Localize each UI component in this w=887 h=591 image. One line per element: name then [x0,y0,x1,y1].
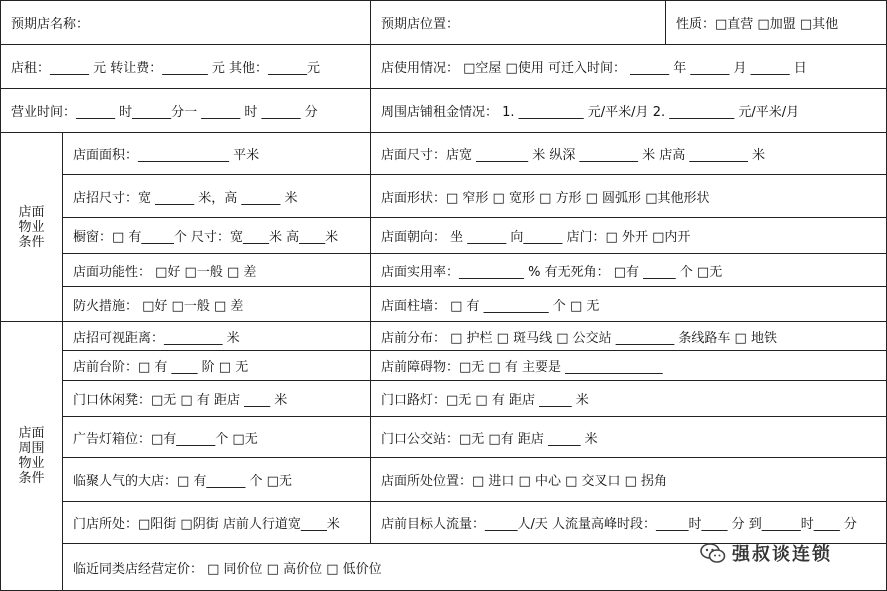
label-utilization: 店面实用率：__________ % 有无死角： □有 _____ 个 □无 [381,264,723,280]
cell-window [62,217,371,254]
cell-street-side [62,501,371,544]
label-store-name: 预期店名称： [11,17,90,32]
cell-visibility [62,321,371,351]
label-rent: 店租：______ 元 转让费：_______ 元 其他：______元 [11,61,321,76]
cell-streetlight [370,380,887,417]
label-lightbox: 广告灯箱位：□有______个 □无 [73,431,258,447]
label-position: 店面所处位置：□ 进口 □ 中心 □ 交叉口 □ 拐角 [381,474,668,489]
group-label-property [0,132,63,322]
label-front-layout: 店前分布： □ 护栏 □ 斑马线 □ 公交站 _________ 条线路车 □ 地铁 [381,330,777,346]
label-traffic: 店前目标人流量：_____人/天 人流量高峰时段：_____时____ 分 到______时____ 分 [381,517,857,532]
cell-area [62,132,371,175]
cell-dimensions [370,132,887,175]
cell-fire [62,286,371,322]
label-pillar: 店面柱墙： □ 有 __________ 个 □ 无 [381,298,600,314]
cell-store-location [370,0,666,45]
group-label-surroundings-text: 店面周围物业条件 [18,426,45,486]
cell-anchor-stores [62,457,371,502]
cell-shape [370,174,887,218]
label-window: 橱窗：□ 有_____个 尺寸：宽____米 高____米 [73,230,339,245]
label-steps: 店前台阶：□ 有 ____ 阶 □ 无 [73,360,249,375]
label-business-hours: 营业时间：______ 时______分一 ______ 时 ______ 分 [11,105,318,120]
cell-steps [62,350,371,381]
label-nature: 性质：□直营 □加盟 □其他 [676,17,839,32]
cell-bus-stop [370,416,887,458]
cell-utilization [370,253,887,287]
cell-position [370,457,887,502]
cell-nearby-rent [370,88,887,133]
label-sign-size: 店招尺寸：宽 ______ 米，高 ______ 米 [73,190,298,206]
cell-rent [0,44,371,89]
group-label-surroundings [0,321,63,591]
cell-pillar [370,286,887,322]
label-fire: 防火措施： □好 □一般 □ 差 [73,298,244,314]
cell-front-layout [370,321,887,351]
cell-lightbox [62,416,371,458]
watermark [700,538,832,568]
label-street-side: 门店所处：□阳街 □阴街 店前人行道宽____米 [73,517,340,532]
label-usage: 店使用情况： □空屋 □使用 可迁入时间： ______ 年 ______ 月 ______ 日 [381,61,807,76]
cell-usage [370,44,887,89]
label-visibility: 店招可视距离：_________ 米 [73,330,240,346]
label-dimensions: 店面尺寸：店宽 ________ 米 纵深 _________ 米 店高 _________ 米 [381,148,766,163]
group-label-property-text: 店面物业条件 [18,204,45,250]
label-bus-stop: 门口公交站：□无 □有 距店 _____ 米 [381,431,598,447]
cell-obstacles [370,350,887,381]
cell-store-name [0,0,371,45]
cell-orientation [370,217,887,254]
label-obstacles: 店前障碍物：□无 □ 有 主要是 _______________ [381,360,663,375]
cell-nature [665,0,887,45]
label-function: 店面功能性： □好 □一般 □ 差 [73,264,257,280]
watermark-text: 强叔谈连锁 [732,544,832,565]
label-nearby-rent: 周围店铺租金情况： 1. __________ 元/平米/月 2. __________ 元/平米/月 [381,105,800,120]
cell-business-hours [0,88,371,133]
label-orientation: 店面朝向： 坐 ______ 向______ 店门：□ 外开 □内开 [381,230,691,245]
cell-function [62,253,371,287]
label-pricing: 临近同类店经营定价： □ 同价位 □ 高价位 □ 低价位 [73,561,382,577]
label-area: 店面面积：______________ 平米 [73,148,260,163]
label-anchor-stores: 临聚人气的大店：□ 有______ 个 □无 [73,474,292,489]
cell-sign-size [62,174,371,218]
label-bench: 门口休闲凳：□无 □ 有 距店 ____ 米 [73,393,288,408]
label-streetlight: 门口路灯：□无 □ 有 距店 _____ 米 [381,393,589,408]
cell-bench [62,380,371,417]
label-shape: 店面形状：□ 窄形 □ 宽形 □ 方形 □ 圆弧形 □其他形状 [381,190,710,206]
wechat-icon [700,542,726,564]
label-store-location: 预期店位置： [381,17,460,32]
